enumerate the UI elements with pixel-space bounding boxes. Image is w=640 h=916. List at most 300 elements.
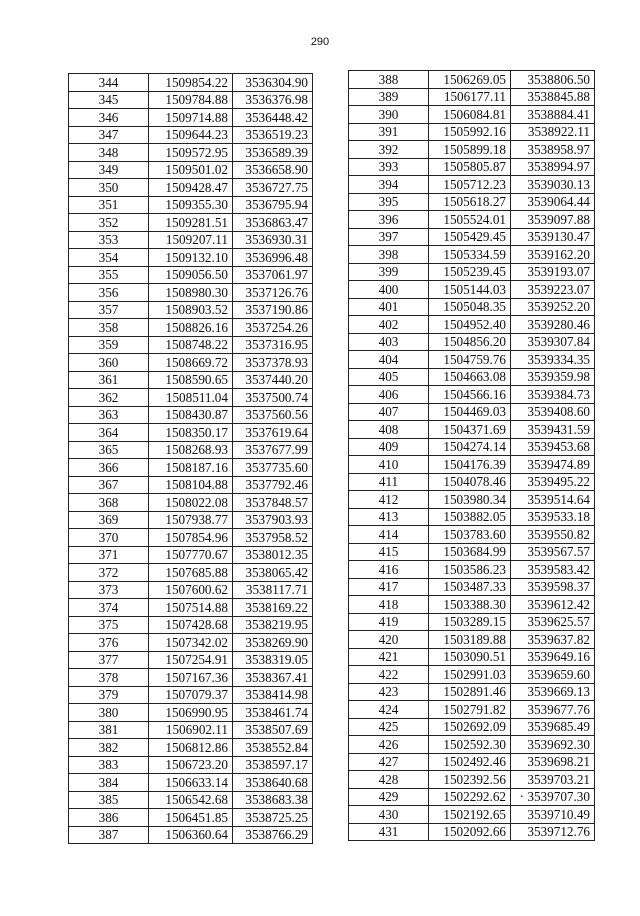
- point-number-cell: 427: [349, 753, 429, 771]
- point-number-cell: 360: [69, 354, 149, 372]
- point-number-cell: 350: [69, 179, 149, 197]
- point-number-cell: 407: [349, 403, 429, 421]
- table-row: [349, 316, 595, 334]
- y-coordinate-cell: 3538117.71: [233, 581, 313, 599]
- table-row: [349, 508, 595, 526]
- table-row: [69, 564, 313, 582]
- table-row: [349, 648, 595, 666]
- table-row: [69, 179, 313, 197]
- point-number-cell: 409: [349, 438, 429, 456]
- table-row: [349, 613, 595, 631]
- y-coordinate-cell: 3536658.90: [233, 161, 313, 179]
- y-coordinate-cell: 3538507.69: [233, 721, 313, 739]
- x-coordinate-cell: 1508669.72: [149, 354, 233, 372]
- x-coordinate-cell: 1504566.16: [429, 386, 511, 404]
- x-coordinate-cell: 1504663.08: [429, 368, 511, 386]
- y-coordinate-cell: 3539533.18: [511, 508, 595, 526]
- table-row: [349, 666, 595, 684]
- y-coordinate-cell: 3537126.76: [233, 284, 313, 302]
- x-coordinate-cell: 1508748.22: [149, 336, 233, 354]
- x-coordinate-cell: 1504176.39: [429, 456, 511, 474]
- x-coordinate-cell: 1507938.77: [149, 511, 233, 529]
- y-coordinate-cell: 3537958.52: [233, 529, 313, 547]
- y-coordinate-cell: 3539692.30: [511, 736, 595, 754]
- x-coordinate-cell: 1507167.36: [149, 669, 233, 687]
- table-row: [69, 91, 313, 109]
- table-row: [69, 371, 313, 389]
- y-coordinate-cell: 3538806.50: [511, 71, 595, 89]
- table-row: [349, 123, 595, 141]
- x-coordinate-cell: 1502392.56: [429, 771, 511, 789]
- table-row: [349, 386, 595, 404]
- x-coordinate-cell: 1509501.02: [149, 161, 233, 179]
- point-number-cell: 349: [69, 161, 149, 179]
- point-number-cell: 401: [349, 298, 429, 316]
- y-coordinate-cell: 3537792.46: [233, 476, 313, 494]
- point-number-cell: 351: [69, 196, 149, 214]
- y-coordinate-cell: 3537254.26: [233, 319, 313, 337]
- point-number-cell: 431: [349, 823, 429, 841]
- y-coordinate-cell: 3537190.86: [233, 301, 313, 319]
- y-coordinate-cell: 3537619.64: [233, 424, 313, 442]
- table-row: [349, 596, 595, 614]
- y-coordinate-cell: 3539193.07: [511, 263, 595, 281]
- point-number-cell: 375: [69, 616, 149, 634]
- point-number-cell: 382: [69, 739, 149, 757]
- x-coordinate-cell: 1507428.68: [149, 616, 233, 634]
- x-coordinate-cell: 1506990.95: [149, 704, 233, 722]
- point-number-cell: 383: [69, 756, 149, 774]
- table-row: [349, 211, 595, 229]
- point-number-cell: 374: [69, 599, 149, 617]
- point-number-cell: 345: [69, 91, 149, 109]
- table-row: [69, 511, 313, 529]
- y-coordinate-cell: 3539307.84: [511, 333, 595, 351]
- x-coordinate-cell: 1509644.23: [149, 126, 233, 144]
- coordinate-table-left-body: [69, 74, 313, 844]
- y-coordinate-cell: 3539431.59: [511, 421, 595, 439]
- y-coordinate-cell: 3537440.20: [233, 371, 313, 389]
- x-coordinate-cell: 1506723.20: [149, 756, 233, 774]
- point-number-cell: 356: [69, 284, 149, 302]
- x-coordinate-cell: 1506812.86: [149, 739, 233, 757]
- table-row: [69, 424, 313, 442]
- point-number-cell: 403: [349, 333, 429, 351]
- x-coordinate-cell: 1503289.15: [429, 613, 511, 631]
- table-row: [349, 298, 595, 316]
- y-coordinate-cell: 3538766.29: [233, 826, 313, 844]
- x-coordinate-cell: 1506269.05: [429, 71, 511, 89]
- table-row: [349, 176, 595, 194]
- point-number-cell: 362: [69, 389, 149, 407]
- table-row: [349, 403, 595, 421]
- point-number-cell: 424: [349, 701, 429, 719]
- y-coordinate-cell: 3539162.20: [511, 246, 595, 264]
- table-row: [349, 491, 595, 509]
- point-number-cell: 423: [349, 683, 429, 701]
- point-number-cell: 408: [349, 421, 429, 439]
- x-coordinate-cell: 1509207.11: [149, 231, 233, 249]
- table-row: [69, 616, 313, 634]
- point-number-cell: 413: [349, 508, 429, 526]
- x-coordinate-cell: 1507854.96: [149, 529, 233, 547]
- table-row: [349, 718, 595, 736]
- table-row: [69, 406, 313, 424]
- x-coordinate-cell: 1502092.66: [429, 823, 511, 841]
- point-number-cell: 368: [69, 494, 149, 512]
- page-number: 290: [310, 36, 330, 48]
- table-row: [69, 144, 313, 162]
- y-coordinate-cell: 3538597.17: [233, 756, 313, 774]
- point-number-cell: 406: [349, 386, 429, 404]
- y-coordinate-cell: 3536589.39: [233, 144, 313, 162]
- y-coordinate-cell: 3538319.05: [233, 651, 313, 669]
- point-number-cell: 426: [349, 736, 429, 754]
- point-number-cell: 364: [69, 424, 149, 442]
- table-row: [349, 421, 595, 439]
- y-coordinate-cell: 3538884.41: [511, 106, 595, 124]
- table-row: [69, 739, 313, 757]
- point-number-cell: 411: [349, 473, 429, 491]
- x-coordinate-cell: 1509784.88: [149, 91, 233, 109]
- y-coordinate-cell: 3539685.49: [511, 718, 595, 736]
- table-row: [349, 333, 595, 351]
- table-row: [349, 753, 595, 771]
- x-coordinate-cell: 1504856.20: [429, 333, 511, 351]
- y-coordinate-cell: 3538552.84: [233, 739, 313, 757]
- point-number-cell: 357: [69, 301, 149, 319]
- x-coordinate-cell: 1503980.34: [429, 491, 511, 509]
- point-number-cell: 358: [69, 319, 149, 337]
- x-coordinate-cell: 1508980.30: [149, 284, 233, 302]
- table-row: [349, 281, 595, 299]
- point-number-cell: 419: [349, 613, 429, 631]
- x-coordinate-cell: 1502292.62: [429, 788, 511, 806]
- x-coordinate-cell: 1509572.95: [149, 144, 233, 162]
- y-coordinate-cell: 3537061.97: [233, 266, 313, 284]
- table-row: [349, 193, 595, 211]
- y-coordinate-cell: 3539474.89: [511, 456, 595, 474]
- x-coordinate-cell: 1507079.37: [149, 686, 233, 704]
- y-coordinate-cell: 3536996.48: [233, 249, 313, 267]
- point-number-cell: 389: [349, 88, 429, 106]
- y-coordinate-cell: 3537378.93: [233, 354, 313, 372]
- table-row: [349, 736, 595, 754]
- y-coordinate-cell: 3538725.25: [233, 809, 313, 827]
- y-coordinate-cell: 3536727.75: [233, 179, 313, 197]
- x-coordinate-cell: 1505899.18: [429, 141, 511, 159]
- y-coordinate-cell: 3539514.64: [511, 491, 595, 509]
- y-coordinate-cell: 3539598.37: [511, 578, 595, 596]
- y-coordinate-cell: 3539130.47: [511, 228, 595, 246]
- point-number-cell: 346: [69, 109, 149, 127]
- point-number-cell: 359: [69, 336, 149, 354]
- table-row: [349, 788, 595, 806]
- point-number-cell: 348: [69, 144, 149, 162]
- point-number-cell: 425: [349, 718, 429, 736]
- point-number-cell: 369: [69, 511, 149, 529]
- table-row: [69, 354, 313, 372]
- x-coordinate-cell: 1504469.03: [429, 403, 511, 421]
- table-row: [69, 546, 313, 564]
- x-coordinate-cell: 1508350.17: [149, 424, 233, 442]
- x-coordinate-cell: 1506177.11: [429, 88, 511, 106]
- x-coordinate-cell: 1509428.47: [149, 179, 233, 197]
- table-row: [69, 529, 313, 547]
- point-number-cell: 352: [69, 214, 149, 232]
- point-number-cell: 420: [349, 631, 429, 649]
- point-number-cell: 418: [349, 596, 429, 614]
- point-number-cell: 380: [69, 704, 149, 722]
- point-number-cell: 365: [69, 441, 149, 459]
- point-number-cell: 361: [69, 371, 149, 389]
- x-coordinate-cell: 1505144.03: [429, 281, 511, 299]
- point-number-cell: 386: [69, 809, 149, 827]
- point-number-cell: 377: [69, 651, 149, 669]
- y-coordinate-cell: 3538845.88: [511, 88, 595, 106]
- y-coordinate-cell: 3538994.97: [511, 158, 595, 176]
- x-coordinate-cell: 1508268.93: [149, 441, 233, 459]
- y-coordinate-cell: 3539280.46: [511, 316, 595, 334]
- x-coordinate-cell: 1508826.16: [149, 319, 233, 337]
- y-coordinate-cell: 3539625.57: [511, 613, 595, 631]
- x-coordinate-cell: 1506542.68: [149, 791, 233, 809]
- table-row: [69, 231, 313, 249]
- table-row: [349, 263, 595, 281]
- y-coordinate-cell: 3538012.35: [233, 546, 313, 564]
- table-row: [349, 701, 595, 719]
- x-coordinate-cell: 1504274.14: [429, 438, 511, 456]
- coordinate-table-right: [348, 70, 595, 841]
- table-row: [69, 721, 313, 739]
- point-number-cell: 394: [349, 176, 429, 194]
- point-number-cell: 353: [69, 231, 149, 249]
- y-coordinate-cell: 3538065.42: [233, 564, 313, 582]
- y-coordinate-cell: 3538958.97: [511, 141, 595, 159]
- y-coordinate-cell: 3536304.90: [233, 74, 313, 92]
- point-number-cell: 417: [349, 578, 429, 596]
- y-coordinate-cell: 3538683.38: [233, 791, 313, 809]
- x-coordinate-cell: 1505805.87: [429, 158, 511, 176]
- x-coordinate-cell: 1503388.30: [429, 596, 511, 614]
- x-coordinate-cell: 1502692.09: [429, 718, 511, 736]
- y-coordinate-cell: 3538922.11: [511, 123, 595, 141]
- point-number-cell: 402: [349, 316, 429, 334]
- x-coordinate-cell: 1503783.60: [429, 526, 511, 544]
- point-number-cell: 398: [349, 246, 429, 264]
- table-row: [69, 196, 313, 214]
- table-row: [69, 126, 313, 144]
- y-coordinate-cell: 3538640.68: [233, 774, 313, 792]
- y-coordinate-cell: 3539677.76: [511, 701, 595, 719]
- point-number-cell: 378: [69, 669, 149, 687]
- x-coordinate-cell: 1509056.50: [149, 266, 233, 284]
- point-number-cell: 400: [349, 281, 429, 299]
- table-row: [349, 823, 595, 841]
- table-row: [349, 106, 595, 124]
- x-coordinate-cell: 1505429.45: [429, 228, 511, 246]
- point-number-cell: 429: [349, 788, 429, 806]
- point-number-cell: 391: [349, 123, 429, 141]
- point-number-cell: 428: [349, 771, 429, 789]
- point-number-cell: 399: [349, 263, 429, 281]
- table-row: [69, 581, 313, 599]
- table-row: [69, 249, 313, 267]
- x-coordinate-cell: 1509714.88: [149, 109, 233, 127]
- x-coordinate-cell: 1503882.05: [429, 508, 511, 526]
- y-coordinate-cell: 3537903.93: [233, 511, 313, 529]
- point-number-cell: 371: [69, 546, 149, 564]
- y-coordinate-cell: 3539659.60: [511, 666, 595, 684]
- y-coordinate-cell: 3539334.35: [511, 351, 595, 369]
- point-number-cell: 397: [349, 228, 429, 246]
- y-coordinate-cell: 3537560.56: [233, 406, 313, 424]
- point-number-cell: 366: [69, 459, 149, 477]
- x-coordinate-cell: 1502991.03: [429, 666, 511, 684]
- table-row: [349, 368, 595, 386]
- table-row: [69, 301, 313, 319]
- y-coordinate-cell: 3539359.98: [511, 368, 595, 386]
- table-row: [69, 266, 313, 284]
- y-coordinate-cell: 3539710.49: [511, 806, 595, 824]
- table-row: [69, 634, 313, 652]
- table-row: [349, 438, 595, 456]
- y-coordinate-cell: 3538461.74: [233, 704, 313, 722]
- x-coordinate-cell: 1509355.30: [149, 196, 233, 214]
- point-number-cell: 370: [69, 529, 149, 547]
- x-coordinate-cell: 1507254.91: [149, 651, 233, 669]
- x-coordinate-cell: 1508903.52: [149, 301, 233, 319]
- table-row: [349, 71, 595, 89]
- y-coordinate-cell: 3539712.76: [511, 823, 595, 841]
- y-coordinate-cell: 3539408.60: [511, 403, 595, 421]
- x-coordinate-cell: 1507514.88: [149, 599, 233, 617]
- y-coordinate-cell: 3539637.82: [511, 631, 595, 649]
- point-number-cell: 367: [69, 476, 149, 494]
- table-row: [349, 771, 595, 789]
- table-row: [349, 88, 595, 106]
- table-row: [69, 669, 313, 687]
- table-row: [69, 651, 313, 669]
- table-row: [69, 756, 313, 774]
- point-number-cell: 387: [69, 826, 149, 844]
- point-number-cell: 430: [349, 806, 429, 824]
- y-coordinate-cell: 3537735.60: [233, 459, 313, 477]
- x-coordinate-cell: 1504759.76: [429, 351, 511, 369]
- y-coordinate-cell: 3539097.88: [511, 211, 595, 229]
- table-row: [69, 336, 313, 354]
- x-coordinate-cell: 1503487.33: [429, 578, 511, 596]
- table-row: [69, 459, 313, 477]
- y-coordinate-cell: 3539453.68: [511, 438, 595, 456]
- y-coordinate-cell: 3539550.82: [511, 526, 595, 544]
- x-coordinate-cell: 1503189.88: [429, 631, 511, 649]
- x-coordinate-cell: 1508590.65: [149, 371, 233, 389]
- y-coordinate-cell: 3536863.47: [233, 214, 313, 232]
- table-row: [69, 214, 313, 232]
- x-coordinate-cell: 1505524.01: [429, 211, 511, 229]
- x-coordinate-cell: 1505334.59: [429, 246, 511, 264]
- x-coordinate-cell: 1506633.14: [149, 774, 233, 792]
- x-coordinate-cell: 1508187.16: [149, 459, 233, 477]
- y-coordinate-cell: 3537848.57: [233, 494, 313, 512]
- point-number-cell: 405: [349, 368, 429, 386]
- point-number-cell: 422: [349, 666, 429, 684]
- point-number-cell: 376: [69, 634, 149, 652]
- x-coordinate-cell: 1505712.23: [429, 176, 511, 194]
- x-coordinate-cell: 1504371.69: [429, 421, 511, 439]
- x-coordinate-cell: 1505048.35: [429, 298, 511, 316]
- y-coordinate-cell: 3539649.16: [511, 648, 595, 666]
- y-coordinate-cell: 3539223.07: [511, 281, 595, 299]
- table-row: [349, 246, 595, 264]
- x-coordinate-cell: 1505239.45: [429, 263, 511, 281]
- coordinate-table-left: [68, 73, 313, 844]
- y-coordinate-cell: 3538269.90: [233, 634, 313, 652]
- x-coordinate-cell: 1504952.40: [429, 316, 511, 334]
- table-row: [69, 599, 313, 617]
- y-coordinate-cell: 3539252.20: [511, 298, 595, 316]
- y-coordinate-cell: 3539384.73: [511, 386, 595, 404]
- point-number-cell: 404: [349, 351, 429, 369]
- x-coordinate-cell: 1506084.81: [429, 106, 511, 124]
- y-coordinate-cell: 3539698.21: [511, 753, 595, 771]
- x-coordinate-cell: 1506902.11: [149, 721, 233, 739]
- point-number-cell: 392: [349, 141, 429, 159]
- y-coordinate-cell: 3539064.44: [511, 193, 595, 211]
- table-row: [69, 441, 313, 459]
- table-row: [349, 473, 595, 491]
- table-row: [69, 161, 313, 179]
- point-number-cell: 415: [349, 543, 429, 561]
- y-coordinate-cell: 3538219.95: [233, 616, 313, 634]
- point-number-cell: 379: [69, 686, 149, 704]
- point-number-cell: 416: [349, 561, 429, 579]
- point-number-cell: 414: [349, 526, 429, 544]
- table-row: [69, 791, 313, 809]
- x-coordinate-cell: 1509281.51: [149, 214, 233, 232]
- x-coordinate-cell: 1503586.23: [429, 561, 511, 579]
- table-row: [349, 543, 595, 561]
- x-coordinate-cell: 1508511.04: [149, 389, 233, 407]
- point-number-cell: 390: [349, 106, 429, 124]
- y-coordinate-cell: · 3539707.30: [511, 788, 595, 806]
- table-row: [69, 319, 313, 337]
- x-coordinate-cell: 1502192.65: [429, 806, 511, 824]
- x-coordinate-cell: 1502891.46: [429, 683, 511, 701]
- table-row: [349, 351, 595, 369]
- point-number-cell: 393: [349, 158, 429, 176]
- table-row: [349, 806, 595, 824]
- point-number-cell: 344: [69, 74, 149, 92]
- table-row: [69, 704, 313, 722]
- x-coordinate-cell: 1507600.62: [149, 581, 233, 599]
- y-coordinate-cell: 3538367.41: [233, 669, 313, 687]
- x-coordinate-cell: 1506451.85: [149, 809, 233, 827]
- y-coordinate-cell: 3536448.42: [233, 109, 313, 127]
- x-coordinate-cell: 1509132.10: [149, 249, 233, 267]
- x-coordinate-cell: 1506360.64: [149, 826, 233, 844]
- x-coordinate-cell: 1504078.46: [429, 473, 511, 491]
- point-number-cell: 388: [349, 71, 429, 89]
- x-coordinate-cell: 1509854.22: [149, 74, 233, 92]
- y-coordinate-cell: 3537500.74: [233, 389, 313, 407]
- y-coordinate-cell: 3539495.22: [511, 473, 595, 491]
- table-row: [69, 826, 313, 844]
- table-row: [349, 456, 595, 474]
- table-row: [349, 561, 595, 579]
- table-row: [69, 74, 313, 92]
